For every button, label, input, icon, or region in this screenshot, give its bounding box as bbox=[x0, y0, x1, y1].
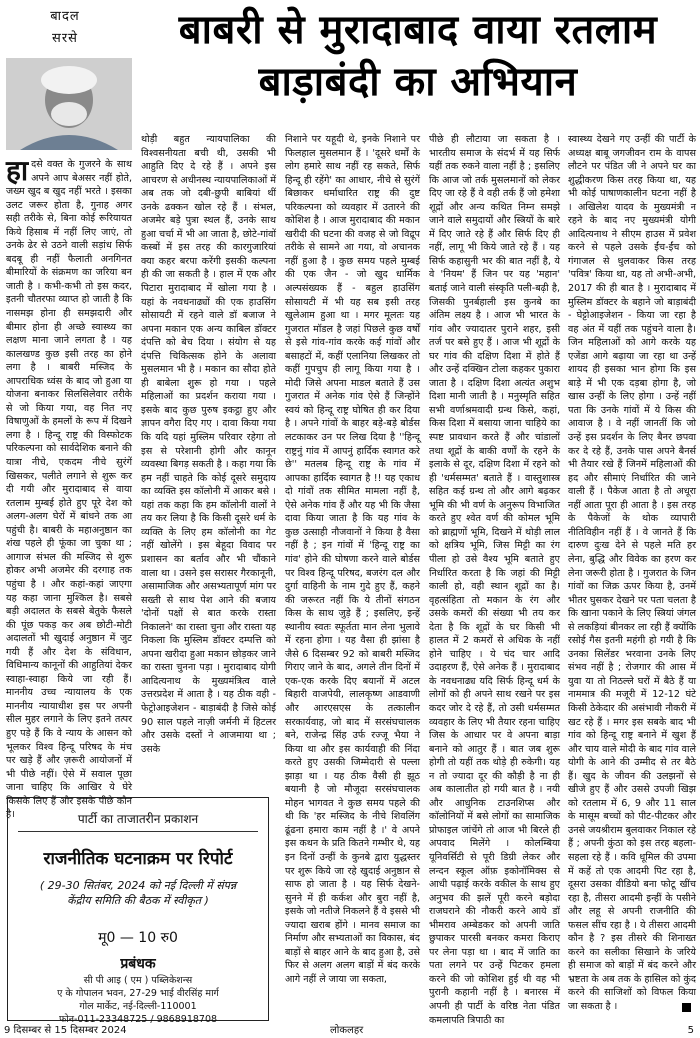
column-text: स्वास्थ्य देखने गए उन्हीं की पार्टी के अध्यक्ष बाबू जगजीवन राम के वापस लौटने पर पंडित जी ने अपने घर का शुद्धीकरण किस तरह किया था, यह भी कोई पाषाणकालीन घटना नहीं है । अखिलेश यादव के मुख्यमंत्री न रहने के बाद नए मुख्यमंत्री योगी आदित्यनाथ ने सीएम हाउस में प्रवेश करने से पहले उसके ईंच-ईंच को गंगाजल से धुलवाकर किस तरह 'पवित्र' किया था, यह तो अभी-अभी, 2017 की ही बात है । मुरादाबाद में मुस्लिम डॉक्टर के बहाने जो बाड़ाबंदी - घेट्टोआइजेशन - किया जा रहा है वह अंत में यहीं तक पहुंचने वाला है। जिन महिलाओं को आगे करके यह एजेंडा आगे बढ़ाया जा रहा था उन्हें शायद ही इसका भान होगा कि इस बाड़े में भी एक दड़बा होगा है, जो खास उन्हीं के लिए होगा । उन्हें नहीं पता कि उनके गांवों में ये किस की आवाज है । वे नहीं जानतीं कि जो उन्हें इस प्रदर्शन के लिए बैनर छपवा कर दे रहे हैं, उनके पास अपने बैनर्स भी तैयार रखे हैं जिनमें महिलाओं की हद और सीमाएं निर्धारित की जाने वाली हैं । पैकेज आता है तो अधूरा नहीं आता पूरा ही आता है । इस तरह के पैकेजों के थोक व्यापारी नीतिविहीन नहीं हैं । वे जानते हैं कि दारुण दुःख देने से पहले मति हर लेना, बुद्धि और विवेक का हरण कर लेना जरूरी होता है । गुजरात के जिन गांवों का जिक्र ऊपर किया है, उनमें भीतर घुसकर देखने पर पता चलता है कि खाना पकाने के लिए स्त्रियां जंगल से लकड़ियां बीनकर ला रही हैं क्योंकि रसोई गैस इतनी महंगी हो गयी है कि उनका सिलेंडर भरवाना उनके लिए संभव नहीं है ; रोजगार की आस में युवा या तो निठल्ले घरों में बैठे हैं या नाममात्र की मजूरी में 12-12 घंटे किसी ठेकेदार की असंभावी नौकरी में खट रहे हैं । मगर इस सबके बाद भी गांव को हिन्दू राष्ट्र बनाने में खुश हैं और चाय वाले मोदी के बाद गांव वाले योगी के आने की उम्मीद से तर बैठे हैं। खुद के जीवन की उलझनों से खीजे हुए हैं और उससे उपजी खिझ को रतलाम में 6, 9 और 11 साल के मासूम बच्चों को पीट-पीटकर और उनसे जयश्रीराम बुलवाकर निकाल रहे हैं ; अपनी कुंठा को इस तरह बहला-सहला रहे हैं । कवि धूमिल की उपमा में कहें तो एक आदमी पिट रहा है, दूसरा उसका वीडियो बना फोटू खींच रहा है, तीसरा आदमी इन्हीं के पसीने और लहू से अपनी राजनीति की फसल सींच रहा है । ये तीसरा आदमी कौन है ? इस तीसरे की शिनाख्त करने का सलीका सिखाने के जरिये ही समाज को बाड़ों में बंद करने और भ्रष्टता के अब तक के हासिल को कुंद करने की साजिशों को विफल किया जा सकता है । bbox=[568, 134, 696, 1012]
ad-price: मू0 — 10 रु0 bbox=[98, 930, 178, 946]
column-text: थोड़ी बहुत न्यायपालिका की विश्वसनीयता बची थी, उसकी भी आहुति दिए दे रहे हैं । अपने इस आचरण से अधीनस्थ न्यायपालिकाओं में अब तक जो दबी-छुपी बाबियां थीं उनके ढक्कन खोल रहे हैं । संभल, अजमेर बड़े पुत्रा स्थल हैं, उनके साथ हुआ चर्चा में भी आ जाता है, छोटे-गांवों कस्बों में इस तरह की कारगुजारियां क्या कहर बरपा करेंगी इसकी कल्पना ही की जा सकती है । हाल में एक और पिटारा मुरादाबाद में खोला गया है । यहां के नवधनाढ्यों की एक हाउसिंग सोसायटी में रहने वाले डॉ बजाज ने अपना मकान एक अन्य काबिल डॉक्टर दंपत्ति को बेच दिया । संयोग से यह दंपत्ति चिकित्सक होने के अलावा मुसलमान भी है । मकान का सौदा होते ही बाबेला शुरू हो गया । पहले महिलाओं का प्रदर्शन कराया गया । इसके बाद कुछ पुरुष इकट्ठा हुए और ज्ञापन वगैरा दिए गए । दावा किया गया कि यदि यहां मुस्लिम परिवार रहेगा तो इस से परेशानी होगी और कानून व्यवस्था बिगड़ सकती है । कहा गया कि हम नहीं चाहते कि कोई दूसरे समुदाय का व्यक्ति इस कॉलोनी में आकर बसे । यहां तक कहा कि हम कॉलोनी वालों ने तय कर लिया है कि किसी दूसरे धर्म के व्यक्ति के लिए हम कॉलोनी का गेट नहीं खोलेंगे । इस बेहूदा विवाद पर प्रशासन का बर्ताव और भी चौंकाने वाला था । उसने इस सरासर गैरकानूनी, असामाजिक और असभ्यतापूर्ण मांग पर सख्ती से साथ पेश आने की बजाय 'दोनों पक्षों से बात करके रास्ता निकालने' का रास्ता चुना और रास्ता यह निकला कि मुस्लिम डॉक्टर दम्पत्ति को अपना खरीदा हुआ मकान छोड़कर जाने का रास्ता चुनना पड़ा । मुरादाबाद योगी आदित्यनाथ के मुख्यमंत्रित्व वाले उत्तरप्रदेश में आता है । यह ठीक वही - फेट्रोआइजेशन - बाड़ाबंदी है जिसे कोई 90 साल पहले नाज़ी जर्मनी में हिटलर और उसके दस्तों ने आजमाया था ; उसके bbox=[141, 134, 276, 755]
column-text: पीछे ही लौटाया जा सकता है । भारतीय समाज के संदर्भ में यह सिर्फ यहीं तक रुकने वाला नहीं है ; इसलिए कि आज जो तर्क मुसलमानों को लेकर दिए जा रहे हैं वे वही तर्क हैं जो हमेशा शूद्रों और अन्य कथित निम्न समझे जाने वाले समुदायों और स्त्रियों के बारे में दिए जाते रहे हैं और सिर्फ दिए ही नहीं, लागू भी किये जाते रहे हैं । यह सिर्फ कहासुनी भर की बात नहीं है, ये वे 'नियम' हैं जिन पर यह 'महान' बताई जाने वाली संस्कृति पली-बढ़ी है, जिसकी पुनर्बहाली इस कुनबे का अंतिम लक्ष्य है । आज भी भारत के गांव और ज्यादातर पुराने शहर, इसी तर्ज पर बसे हुए हैं । आज भी शूद्रों के घर गांव की दक्षिण दिशा में होते हैं और उन्हें दक्खिन टोला कहकर पुकारा जाता है । दक्षिण दिशा अत्यंत अशुभ दिशा मानी जाती है । मनुस्मृति सहित सभी वर्णाश्रमवादी ग्रन्थ किसे, कहां, किस दिशा में बसाया जाना चाहिये का स्पष्ट प्रावधान करते हैं और चांडालों तथा शूद्रों के बाकी वर्णों के रहने के इलाके से दूर, दक्षिण दिशा में रहने को ही 'धर्मसम्मत' बताते हैं । वास्तुशास्त्र सहित कई ग्रन्थ तो और आगे बढ़कर भूमि की भी वर्ण के अनुरूप विभाजित करते हुए श्वेत वर्ण की कोमल भूमि को ब्राह्मणों भूमि, दिखने में थोड़ी लाल को क्षत्रिय भूमि, जिस मिट्टी का रंग पीला हो उसे वैश्य भूमि बताते हुए निर्धारित करता है कि जहां की मिट्टी काली हो, वही स्थान शूद्रों का है। वृहत्संहिता तो मकान के रंग और उसके कमरों की संख्या भी तय कर देता है कि शूद्रों के घर किसी भी हालत में 2 कमरों से अधिक के नहीं होने चाहिए । ये चंद चार आदि उदाहरण हैं, ऐसे अनेक हैं । मुरादाबाद के नवधनाढ्य यदि सिर्फ हिन्दू धर्म के लोगों को ही अपने साथ रखने पर इस कदर जोर दे रहे हैं, तो उसी धर्मसम्मत व्यवहार के लिए भी तैयार रहना चाहिए जिस के आधार पर वे अपना बाड़ा बनाने को आतुर हैं । बात जब शुरू होगी तो यहीं तक थोड़े ही रुकेगी। यह न तो ज्यादा दूर की कौड़ी है ना ही अब कालातीत हो गयी बात है । नयी और आधुनिक टाउनशिप्स और कॉलोनियों में बसे लोगों का सामाजिक प्रोफाइल जांचेंगे तो आज भी बिरले ही अपवाद मिलेंगे । कोलम्बिया यूनिवर्सिटी से पूरी डिग्री लेकर और लन्दन स्कूल ऑफ़ इकोनॉमिक्स से आधी पढ़ाई करके वकील के साथ हुए अनुभव की झलें पूरी करने बड़ोदा राजघराने की नौकरी करने आये डॉ भीमराव अम्बेडकर को अपनी जाति छुपाकर पारसी बनकर कमरा किराए पर लेना पड़ा था । बाद में जाति का पता लगने पर उन्हें पिटकर हमला करने की जो कोशिश हुई थी वह भी पुरानी कहानी नहीं है । बनारस में अपनी ही पार्टी के वरिष्ठ नेता पंडित कमलापति त्रिपाठी का bbox=[429, 134, 560, 1026]
footer-page-number: 5 bbox=[687, 1025, 694, 1036]
byline bbox=[30, 6, 100, 50]
author-photo bbox=[6, 58, 132, 150]
byline-first-name: बादल bbox=[50, 9, 80, 24]
end-mark bbox=[682, 1003, 691, 1012]
column-text: निशाने पर यहूदी थे, इनके निशाने पर फिलहाल मुसलमान हैं । 'दूसरे धर्मों के लोग हमारे साथ नहीं रह सकते, सिर्फ हिन्दू ही रहेंगे' का आधार, नीचे से सुरंगें बिछाकर धर्माधारित राष्ट्र की दुष्ट परिकल्पना को व्यवहार में उतारने की कोशिश है । आज मुरादाबाद की मकान खरीदी की घटना की वजह से जो विद्रूप तरीके से सामने आ गया, वो अचानक नहीं हुआ है । कुछ समय पहले मुम्बई की एक जैन - जो खुद धार्मिक अल्पसंख्यक हैं - बहुल हाउसिंग सोसायटी में भी यह सब इसी तरह खुलेआम हुआ था । मगर मूलतः यह गुजरात मॉडल है जहां पिछले कुछ वर्षों से इसे गांव-गांव करके कई गांवों और बसाहटों में, कहीं एलानिया लिखकर तो कहीं गुपचुप ही लागू किया गया है । मोदी जिसे अपना माडल बताते हैं उस गुजरात में अनेक गांव ऐसे हैं जिन्होंने स्वयं को हिन्दू राष्ट्र घोषित ही कर दिया है । अपने गांवों के बाहर बड़े-बड़े बोर्डस लटकाकर उन पर लिख दिया है ''हिन्दू राष्ट्रनुं गांव में आपनुं हार्दिक स्वागत करे छे'' मतलब हिन्दू राष्ट्र के गांव में आपका हार्दिक स्वागत है !! यह एकाध दो गांवों तक सीमित मामला नहीं है, ऐसे अनेक गांव हैं और यह भी कि जैसा दावा किया जाता है कि यह गांव के कुछ उत्साही नौजवानों ने किया है वैसा नहीं है ; इन गांवों में 'हिन्दू राष्ट्र का गांव' होने की घोषणा करने वाले बोर्डस पर विश्व हिन्दू परिषद, बजरंग दल और दुर्गा वाहिनी के नाम गुदे हुए हैं, कहने की जरूरत नहीं कि ये तीनों संगठन किस के साथ जुड़े हैं ; इसलिए, इन्हें स्थानीय स्वतः स्फूर्तता मान लेना भुलावे में रहना होगा । यह वैसा ही झांसा है जैसे 6 दिसम्बर 92 को बाबरी मस्जिद गिराए जाने के बाद, अगले तीन दिनों में एक-एक करके दिए बयानों में अटल बिहारी वाजपेयी, लालकृष्ण आडवाणी और आरएसएस के तत्कालीन सरकार्यवाह, जो बाद में सरसंघचालक बने, राजेन्द्र सिंह उर्फ रज्जू भैया ने किया था और इस कार्यवाही की निंदा करते हुए उसकी जिम्मेदारी से पल्ला झाड़ा था । यह ठीक वैसी ही झूठ बयानी है जो मौजूदा सरसंघचालक मोहन भागवत ने कुछ समय पहले की थी कि 'हर मस्जिद के नीचे शिवलिंग ढूंढना हमारा काम नहीं है ।' वे अपने इस कथन के प्रति कितने गम्भीर थे, यह इन दिनों उन्हीं के कुनबे द्वारा युद्धस्तर पर शुरू किये जा रहे खुदाई अनुष्ठान से साफ हो जाता है । यह सिर्फ देखने-सुनने में ही कर्कश और बुरा नहीं है, इसके जो नतीजे निकलने हैं वे इससे भी ज्यादा खराब होंगे । मानव समाज का निर्माण और सभ्यताओं का विकास, बंद बाड़ों से बाहर आने के बाद हुआ है, उसे फिर से अलग अलग बाड़ों में बंद करके आगे नहीं ले जाया जा सकता, bbox=[285, 134, 420, 985]
footer-paper-name: लोकलहर bbox=[330, 1025, 364, 1036]
ad-heading: पार्टी का ताजातरीन प्रकाशन bbox=[77, 812, 199, 826]
headline-line-2: बाड़ाबंदी का अभियान bbox=[258, 59, 578, 105]
ad-phone: फोन-011-23348725 / 9868918708 bbox=[58, 1014, 218, 1025]
publication-ad-box bbox=[7, 797, 269, 1025]
ad-address-3: गोल मार्केट, नई-दिल्ली-110001 bbox=[79, 1001, 197, 1012]
footer-date: 9 दिसम्बर से 15 दिसम्बर 2024 bbox=[4, 1025, 127, 1036]
byline-last-name: सरसे bbox=[52, 31, 78, 46]
headline bbox=[138, 4, 698, 108]
ad-title: राजनीतिक घटनाक्रम पर रिपोर्ट bbox=[43, 849, 233, 869]
ad-subtitle-2: केंद्रीय समिति की बैठक में स्वीकृत ) bbox=[67, 894, 209, 907]
ad-divider bbox=[18, 831, 258, 832]
headline-line-1: बाबरी से मुरादाबाद वाया रतलाम bbox=[178, 7, 658, 53]
article-column-1 bbox=[6, 154, 132, 821]
article-column-3 bbox=[285, 133, 420, 1029]
ad-subtitle-1: ( 29-30 सितंबर, 2024 को नई दिल्ली में संपन्न bbox=[39, 879, 237, 892]
ad-address-1: सी पी आइ ( एम ) पब्लिकेशन्स bbox=[83, 975, 193, 986]
author-photo-icon bbox=[6, 58, 132, 150]
drop-cap: हा bbox=[6, 154, 29, 187]
ad-address-2: ए के गोपालन भवन, 27-29 भाई वीरसिंह मार्ग bbox=[57, 988, 219, 999]
column-text: दसे वक्त के गुजरने के साथ अपने आप बेअसर नहीं होते, जख्म खुद ब खुद नहीं भरते । इसका उलट जरूर होता है, गुनाह अगर सही तरीके से, बिना कोई रूरियायत किये हिसाब में नहीं लिए जाएं, तो उनके ढेर से उठने वाली सड़ांध सिर्फ बदबू ही नहीं फैलाती अनगिनत बीमारियों के संक्रमण का जरिया बन जाती है । कभी-कभी तो इस कदर, इतनी चौतरफा व्याप्त हो जाती है कि नासमझ होना ही समझदारी और बीमार होना ही अच्छे स्वास्थ्य का लक्षण माना जाने लगता है । यह कालखण्ड कुछ इसी तरह का होने लगा है । बाबरी मस्जिद के आपराधिक ध्वंस के बाद जो हुआ या योजना बनाकर सिलसिलेवार तरीके से जो किया गया, वह नित नए विषाणुओं के हमलों के रूप में दिखने लगा है । हिन्दू राष्ट्र की विस्फोटक परिकल्पना को सार्वदेशिक बनाने की यात्रा नीचे, एकदम नीचे सुरंगें खिसकर, पलीते लगाने से शुरू कर दी गयी और मुरादाबाद से वाया रतलाम मुम्बई होते हुए पूरे देश को अलग-अलग घेरों में बांधने तक आ पहुंची है। बाबरी के महाअनुष्ठान का शंख पहले ही फूंका जा चुका था ; आगाज संभल की मस्जिद से शुरू होकर अभी अजमेर की दरगाह तक पहुंचा है । और कहां-कहां जाएगा यह कहा जाना मुश्किल है। सबसे बड़ी अदालत के सबसे बेतुके फैसले की पूंछ पकड़ कर अब छोटी-मोटी अदालतों भी खुदाई अनुष्ठान में जुट गयी हैं और देश के संविधान, विधिमान्य कानूनों की आहुतियां देकर स्वाहा-स्वाहा किये जा रही हैं। माननीय उच्च न्यायालय के एक माननीय न्यायाधीश इस पर अपनी सील मुहर लगाने के लिए इतने तत्पर हुए पड़े हैं कि वे न्याय के आसन को भूलकर विश्व हिन्दू परिषद के मंच पर खड़े हैं और ज़रूरी आयोजनों में भी पीछे नहीं। ऐसे में सवाल पूछा जाना चाहिए कि आखिर ये घेरे किसके लिए हैं और इसके पीछे कौन है। bbox=[6, 159, 132, 821]
ad-publisher-label: प्रबंधक bbox=[120, 956, 156, 972]
article-column-4 bbox=[429, 133, 560, 1029]
article-column-5 bbox=[568, 133, 696, 1029]
